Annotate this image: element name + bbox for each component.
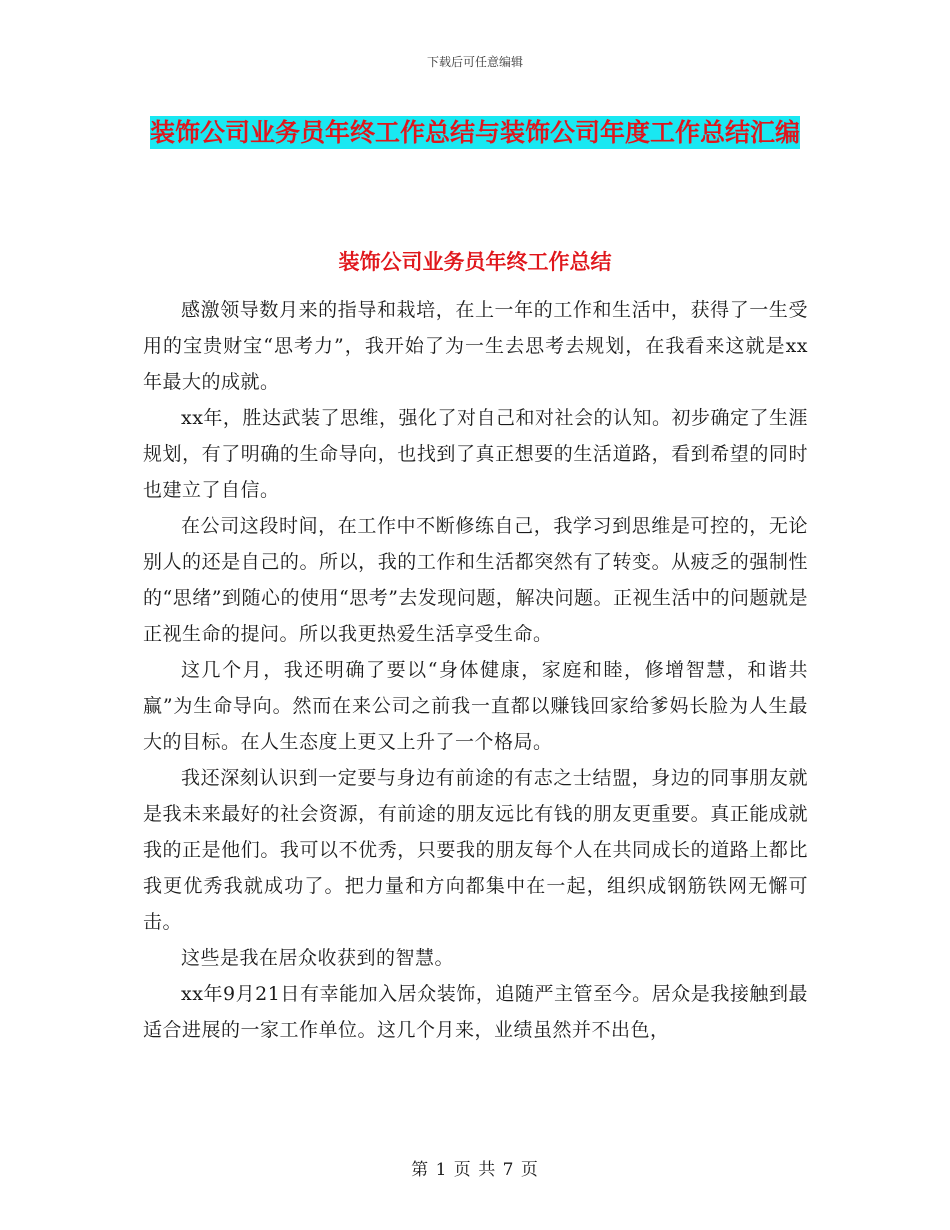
document-title-text: 装饰公司业务员年终工作总结与装饰公司年度工作总结汇编 (150, 118, 801, 147)
paragraph: xx年9月21日有幸能加入居众装饰，追随严主管至今。居众是我接触到最适合进展的一家工作单位。这几个月来，业绩虽然并不出色， (143, 983, 808, 1041)
paragraph: 这几个月，我还明确了要以“身体健康，家庭和睦，修增智慧，和谐共赢”为生命导向。然而在来公司之前我一直都以赚钱回家给爹妈长脸为人生最大的目标。在人生态度上更又上升了一个格局。 (143, 659, 808, 753)
paragraph: 这些是我在居众收获到的智慧。 (181, 947, 455, 969)
section-title: 装饰公司业务员年终工作总结 (338, 250, 612, 274)
paragraph: 在公司这段时间，在工作中不断修练自己，我学习到思维是可控的，无论别人的还是自己的。所以，我的工作和生活都突然有了转变。从疲乏的强制性的“思绪”到随心的使用“思考”去发现问题，解决问题。正视生活中的问题就是正视生命的提问。所以我更热爱生活享受生命。 (143, 515, 808, 645)
document-title (150, 108, 800, 158)
page-footer: 第 1 页 共 7 页 (411, 1160, 539, 1180)
paragraph: xx年，胜达武装了思维，强化了对自己和对社会的认知。初步确定了生涯规划，有了明确的生命导向，也找到了真正想要的生活道路，看到希望的同时也建立了自信。 (143, 407, 808, 501)
body-text (143, 292, 808, 1048)
header-note: 下载后可任意编辑 (426, 55, 523, 69)
paragraph: 感激领导数月来的指导和栽培，在上一年的工作和生活中，获得了一生受用的宝贵财宝“思考力”，我开始了为一生去思考去规划，在我看来这就是xx年最大的成就。 (143, 299, 808, 393)
paragraph: 我还深刻认识到一定要与身边有前途的有志之士结盟，身边的同事朋友就是我未来最好的社会资源，有前途的朋友远比有钱的朋友更重要。真正能成就我的正是他们。我可以不优秀，只要我的朋友每个人在共同成长的道路上都比我更优秀我就成功了。把力量和方向都集中在一起，组织成钢筋铁网无懈可击。 (143, 767, 808, 933)
